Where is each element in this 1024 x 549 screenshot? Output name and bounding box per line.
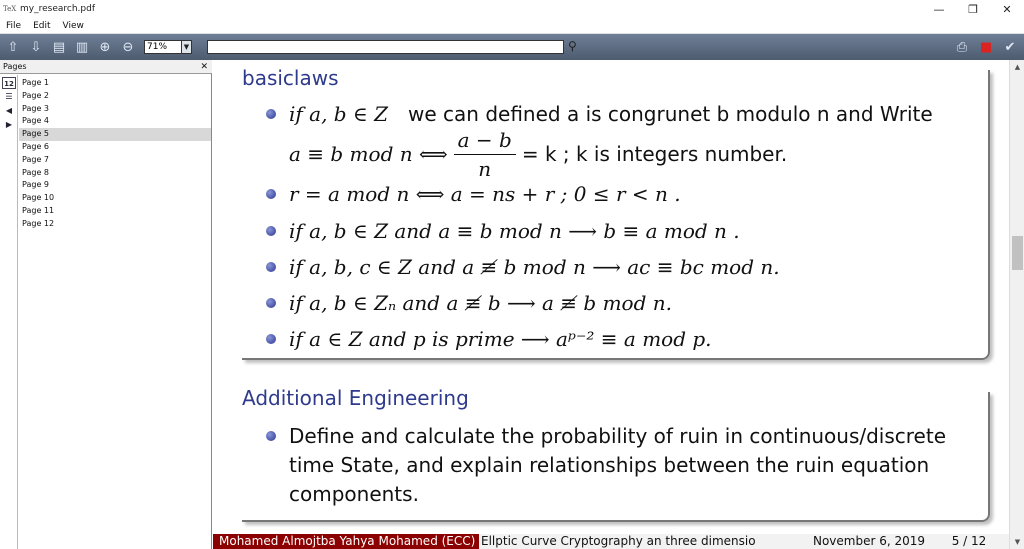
arrow-down-icon[interactable]: ⇩ xyxy=(30,39,42,55)
page-list-item[interactable]: Page 9 xyxy=(22,180,49,190)
list-item-continuation: components. xyxy=(289,482,419,506)
document-view[interactable] xyxy=(213,60,1009,549)
bookmark-icon[interactable]: ■ xyxy=(979,39,993,55)
list-item: if a, b ∈ Z we can defined a is congrunet b modulo n and Write xyxy=(266,100,933,128)
bullet-icon xyxy=(266,109,276,119)
bullet-icon xyxy=(266,334,276,344)
vertical-scrollbar[interactable] xyxy=(1009,60,1024,549)
title-bar xyxy=(0,0,1024,18)
close-button[interactable]: ✕ xyxy=(1002,2,1012,16)
page-list-item[interactable]: Page 8 xyxy=(22,167,49,177)
page-list xyxy=(19,77,211,231)
fit-width-icon[interactable]: ▥ xyxy=(75,39,89,55)
list-item: Define and calculate the probability of ruin in continuous/discrete xyxy=(266,422,946,450)
page-list-item[interactable]: Page 1 xyxy=(22,78,49,87)
list-item-continuation: time State, and explain relationships between the ruin equation xyxy=(289,453,930,477)
page-list-item[interactable]: Page 10 xyxy=(22,193,55,203)
list-item-continuation: a ≡ b mod n ⟺ $\frac{a - b}{n}$ = k ; k is integers number. xyxy=(289,127,788,181)
page-list-item[interactable]: Page 3 xyxy=(22,103,49,113)
page-list-item[interactable]: Page 7 xyxy=(22,154,49,164)
list-item: if a, b ∈ Zₙ and a ≢ b ⟶ a ≢ b mod n. xyxy=(266,289,672,317)
bullet-icon xyxy=(266,189,276,199)
list-item: if a ∈ Z and p is prime ⟶ aᵖ⁻² ≡ a mod p. xyxy=(266,325,712,353)
bullet-icon xyxy=(266,226,276,236)
settings-icon[interactable]: ✔ xyxy=(1004,39,1016,55)
bullet-icon xyxy=(266,431,276,441)
pages-sidebar xyxy=(0,60,212,549)
pages-header-label: Pages xyxy=(3,62,27,71)
list-icon[interactable]: ☰ xyxy=(5,92,13,101)
footer-page-number: 5 / 12 xyxy=(929,534,1009,549)
slide-footer xyxy=(213,534,1009,549)
list-item: if a, b ∈ Z and a ≡ b mod n ⟶ b ≡ a mod n . xyxy=(266,217,740,245)
close-icon[interactable]: ✕ xyxy=(200,62,208,72)
arrow-left-icon[interactable]: ◀ xyxy=(5,106,13,115)
print-icon[interactable]: ⎙ xyxy=(956,39,968,55)
block-title-basiclaws: basiclaws xyxy=(242,66,339,90)
arrow-up-icon[interactable]: ⇧ xyxy=(7,39,19,55)
fit-page-icon[interactable]: ▤ xyxy=(52,39,66,55)
toolbar xyxy=(0,34,1024,60)
pages-header xyxy=(0,60,212,74)
minimize-button[interactable]: — xyxy=(933,2,945,16)
zoom-in-icon[interactable]: ⊕ xyxy=(99,39,111,55)
binoculars-icon[interactable]: ⚲ xyxy=(568,39,577,53)
block-title-additional: Additional Engineering xyxy=(242,386,469,410)
chevron-down-icon[interactable]: ▼ xyxy=(182,40,192,54)
arrow-right-icon[interactable]: ▶ xyxy=(5,120,13,129)
list-item: r = a mod n ⟺ a = ns + r ; 0 ≤ r < n . xyxy=(266,180,681,208)
fraction: $\frac{a - b}{n}$ xyxy=(454,128,516,181)
zoom-out-icon[interactable]: ⊖ xyxy=(122,39,134,55)
menu-file[interactable]: File xyxy=(6,20,22,31)
page-list-item[interactable]: Page 4 xyxy=(22,116,49,126)
app-icon: TeX xyxy=(3,5,17,13)
menu-view[interactable]: View xyxy=(62,20,84,31)
find-input[interactable] xyxy=(207,40,564,54)
toolbar-right xyxy=(948,37,1020,57)
bullet-icon xyxy=(266,262,276,272)
list-item: if a, b, c ∈ Z and a ≢ b mod n ⟶ ac ≡ bc mod n. xyxy=(266,253,780,281)
page-list-item-selected[interactable]: Page 5 xyxy=(19,128,211,141)
page-list-item[interactable]: Page 6 xyxy=(22,141,49,151)
window-controls xyxy=(922,0,1024,18)
page-list-item[interactable]: Page 2 xyxy=(22,90,49,100)
footer-author: Mohamed Almojtba Yahya Mohamed (ECC) xyxy=(213,534,479,549)
menu-bar xyxy=(0,18,1024,34)
scroll-up-icon[interactable]: ▲ xyxy=(1014,63,1021,71)
page-list-item[interactable]: Page 12 xyxy=(22,218,55,228)
window-title: my_research.pdf xyxy=(20,4,95,14)
footer-title: Ellptic Curve Cryptography an three dimensio xyxy=(479,534,809,549)
restore-button[interactable]: ❐ xyxy=(968,2,978,16)
sidebar-tools xyxy=(0,75,18,549)
menu-edit[interactable]: Edit xyxy=(33,20,51,31)
zoom-input[interactable]: 71% xyxy=(144,40,182,54)
page-count-badge[interactable]: 12 xyxy=(2,77,16,89)
bullet-icon xyxy=(266,298,276,308)
scroll-down-icon[interactable]: ▼ xyxy=(1014,538,1021,546)
footer-date: November 6, 2019 xyxy=(809,534,929,549)
scrollbar-thumb[interactable] xyxy=(1012,236,1023,270)
page-list-item[interactable]: Page 11 xyxy=(22,205,55,215)
